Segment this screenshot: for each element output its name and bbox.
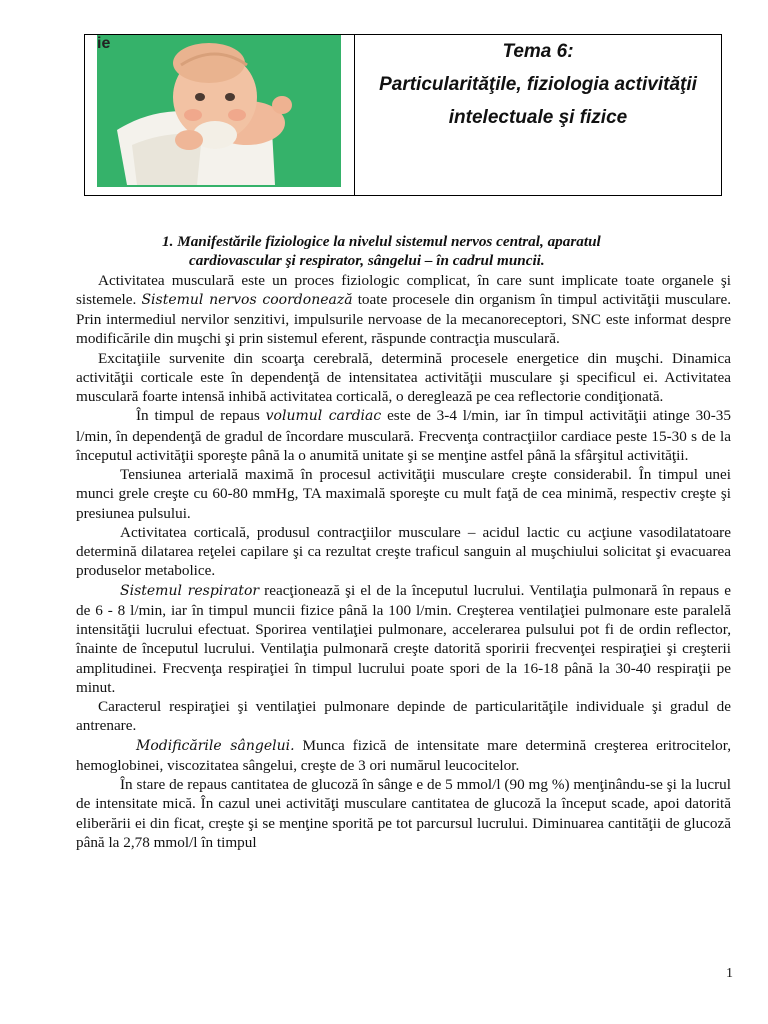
section-heading-line1: 1. Manifestările fiziologice la nivelul sistemul nervos central, aparatul — [162, 233, 601, 250]
topic-title-line2: intelectuale şi fizice — [448, 107, 628, 128]
page-number: 1 — [726, 966, 733, 981]
paragraph: În stare de repaus cantitatea de glucoză în sânge e de 5 mmol/l (90 mg %) menţinându-se şi la lucrul de intensitate mică. În cazul unei activităţi musculare cantitatea de glucoză la început scade, apoi datorită eliberării ei din ficat, creşte şi se menţine sporită pe tot parcursul lucrului. Diminuarea cantităţii de glucoză până la 2,78 mmol/l în timpul — [76, 776, 731, 851]
paragraph — [76, 736, 731, 776]
paragraph-text: În timpul de repaus — [136, 407, 266, 425]
baby-photo — [97, 35, 341, 187]
term-respiratory-system: Sistemul respirator — [120, 582, 260, 599]
paragraph — [76, 406, 731, 465]
header-image-cell — [85, 35, 355, 195]
section-heading-line2: cardiovascular şi respirator, sângelui – în cadrul muncii. — [189, 252, 545, 270]
paragraph: Activitatea corticală, produsul contracţiilor musculare – acidul lactic cu acţiune vasodilatatoare determină dilatarea reţelei capilare şi ca rezultat creşte traficul sanguin al muşchiului solicitat şi evacuarea produselor metabolice. — [76, 523, 731, 580]
paragraph — [76, 271, 731, 349]
section-heading — [76, 232, 731, 271]
term-blood-changes: Modificările sângelui. — [136, 737, 295, 754]
paragraph: Caracterul respiraţiei şi ventilaţiei pulmonare depinde de particularităţile individuale şi gradul de antrenare. — [76, 698, 731, 735]
paragraph-text: Activitatea musculară este un proces fiziologic complicat, în care sunt implicate toate organele şi sistemele. — [76, 271, 731, 308]
paragraph-text: Munca fizică de intensitate mare determină creşterea eritrocitelor, hemoglobinei, viscozitatea sângelui, creşte de 3 ori numărul leucocitelor. — [76, 736, 731, 774]
term-cardiac-volume: volumul cardiac — [265, 408, 382, 425]
paragraph-text: reacţionează şi el de la începutul lucrului. Ventilaţia pulmonară în repaus e de 6 - 8 l/min, iar în timpul muncii fizice până la 100 l/min. Creşterea ventilaţiei pulmonare este paralelă intensităţii lucrului efectuat. Sporirea ventilaţiei pulmonare, accelerarea pulsului pot fi de ordin reflector, înainte de începutul lucrului. Ventilaţia pulmonară creşte datorită sporirii frecvenţei respiraţiei şi creşterii amplitudinei. Frecvenţa respiraţiei în timpul lucrului poate spori de la 16-18 până la 30-40 respiraţii pe minut. — [76, 581, 731, 696]
topic-title-line1: Particularităţile, fiziologia activităţii — [379, 74, 697, 95]
paragraph-text: este de 3-4 l/min, iar în timpul activităţii atinge 30-35 l/min, în dependenţă de gradul de încordare musculară. Frecvenţa contracţiilor cardiace peste 15-30 s de la începutul activităţii sporeşte până la o anumită unitate şi se menţine astfel până la sfârşitul activităţii. — [76, 407, 731, 464]
paragraph-text: toate procesele din organism în timpul activităţii musculare. Prin intermediul nervilor senzitivi, impulsurile nervoase de la mecanoreceptori, SNC este informat despre modificările din muşchi şi prin sistemul eferent, răspunde contracţia musculară. — [76, 290, 732, 348]
logo-fragment: ie — [97, 35, 111, 52]
header-table — [84, 34, 722, 196]
paragraph: Tensiunea arterială maximă în procesul activităţii musculare creşte considerabil. În timpul unei munci grele creşte cu 60-80 mmHg, TA maximală sporeşte cu mult faţă de cea minimă, respectiv creşte şi presiunea pulsului. — [76, 466, 731, 522]
paragraph: Excitaţiile survenite din scoarţa cerebrală, determină procesele energetice din muşchi. Dinamica activităţii corticale este în dependenţă de intensitatea activităţii musculare şi specificul ei. Activitatea musculară foarte intensă inhibă activitatea corticală, o dereglează pe cea reflectorie condiţionată. — [76, 349, 731, 405]
paragraph — [76, 581, 731, 698]
document-body — [76, 232, 731, 852]
topic-number: Tema 6: — [502, 41, 574, 62]
term-nervous-system: Sistemul nervos coordonează — [141, 291, 353, 308]
title-cell — [355, 35, 721, 195]
